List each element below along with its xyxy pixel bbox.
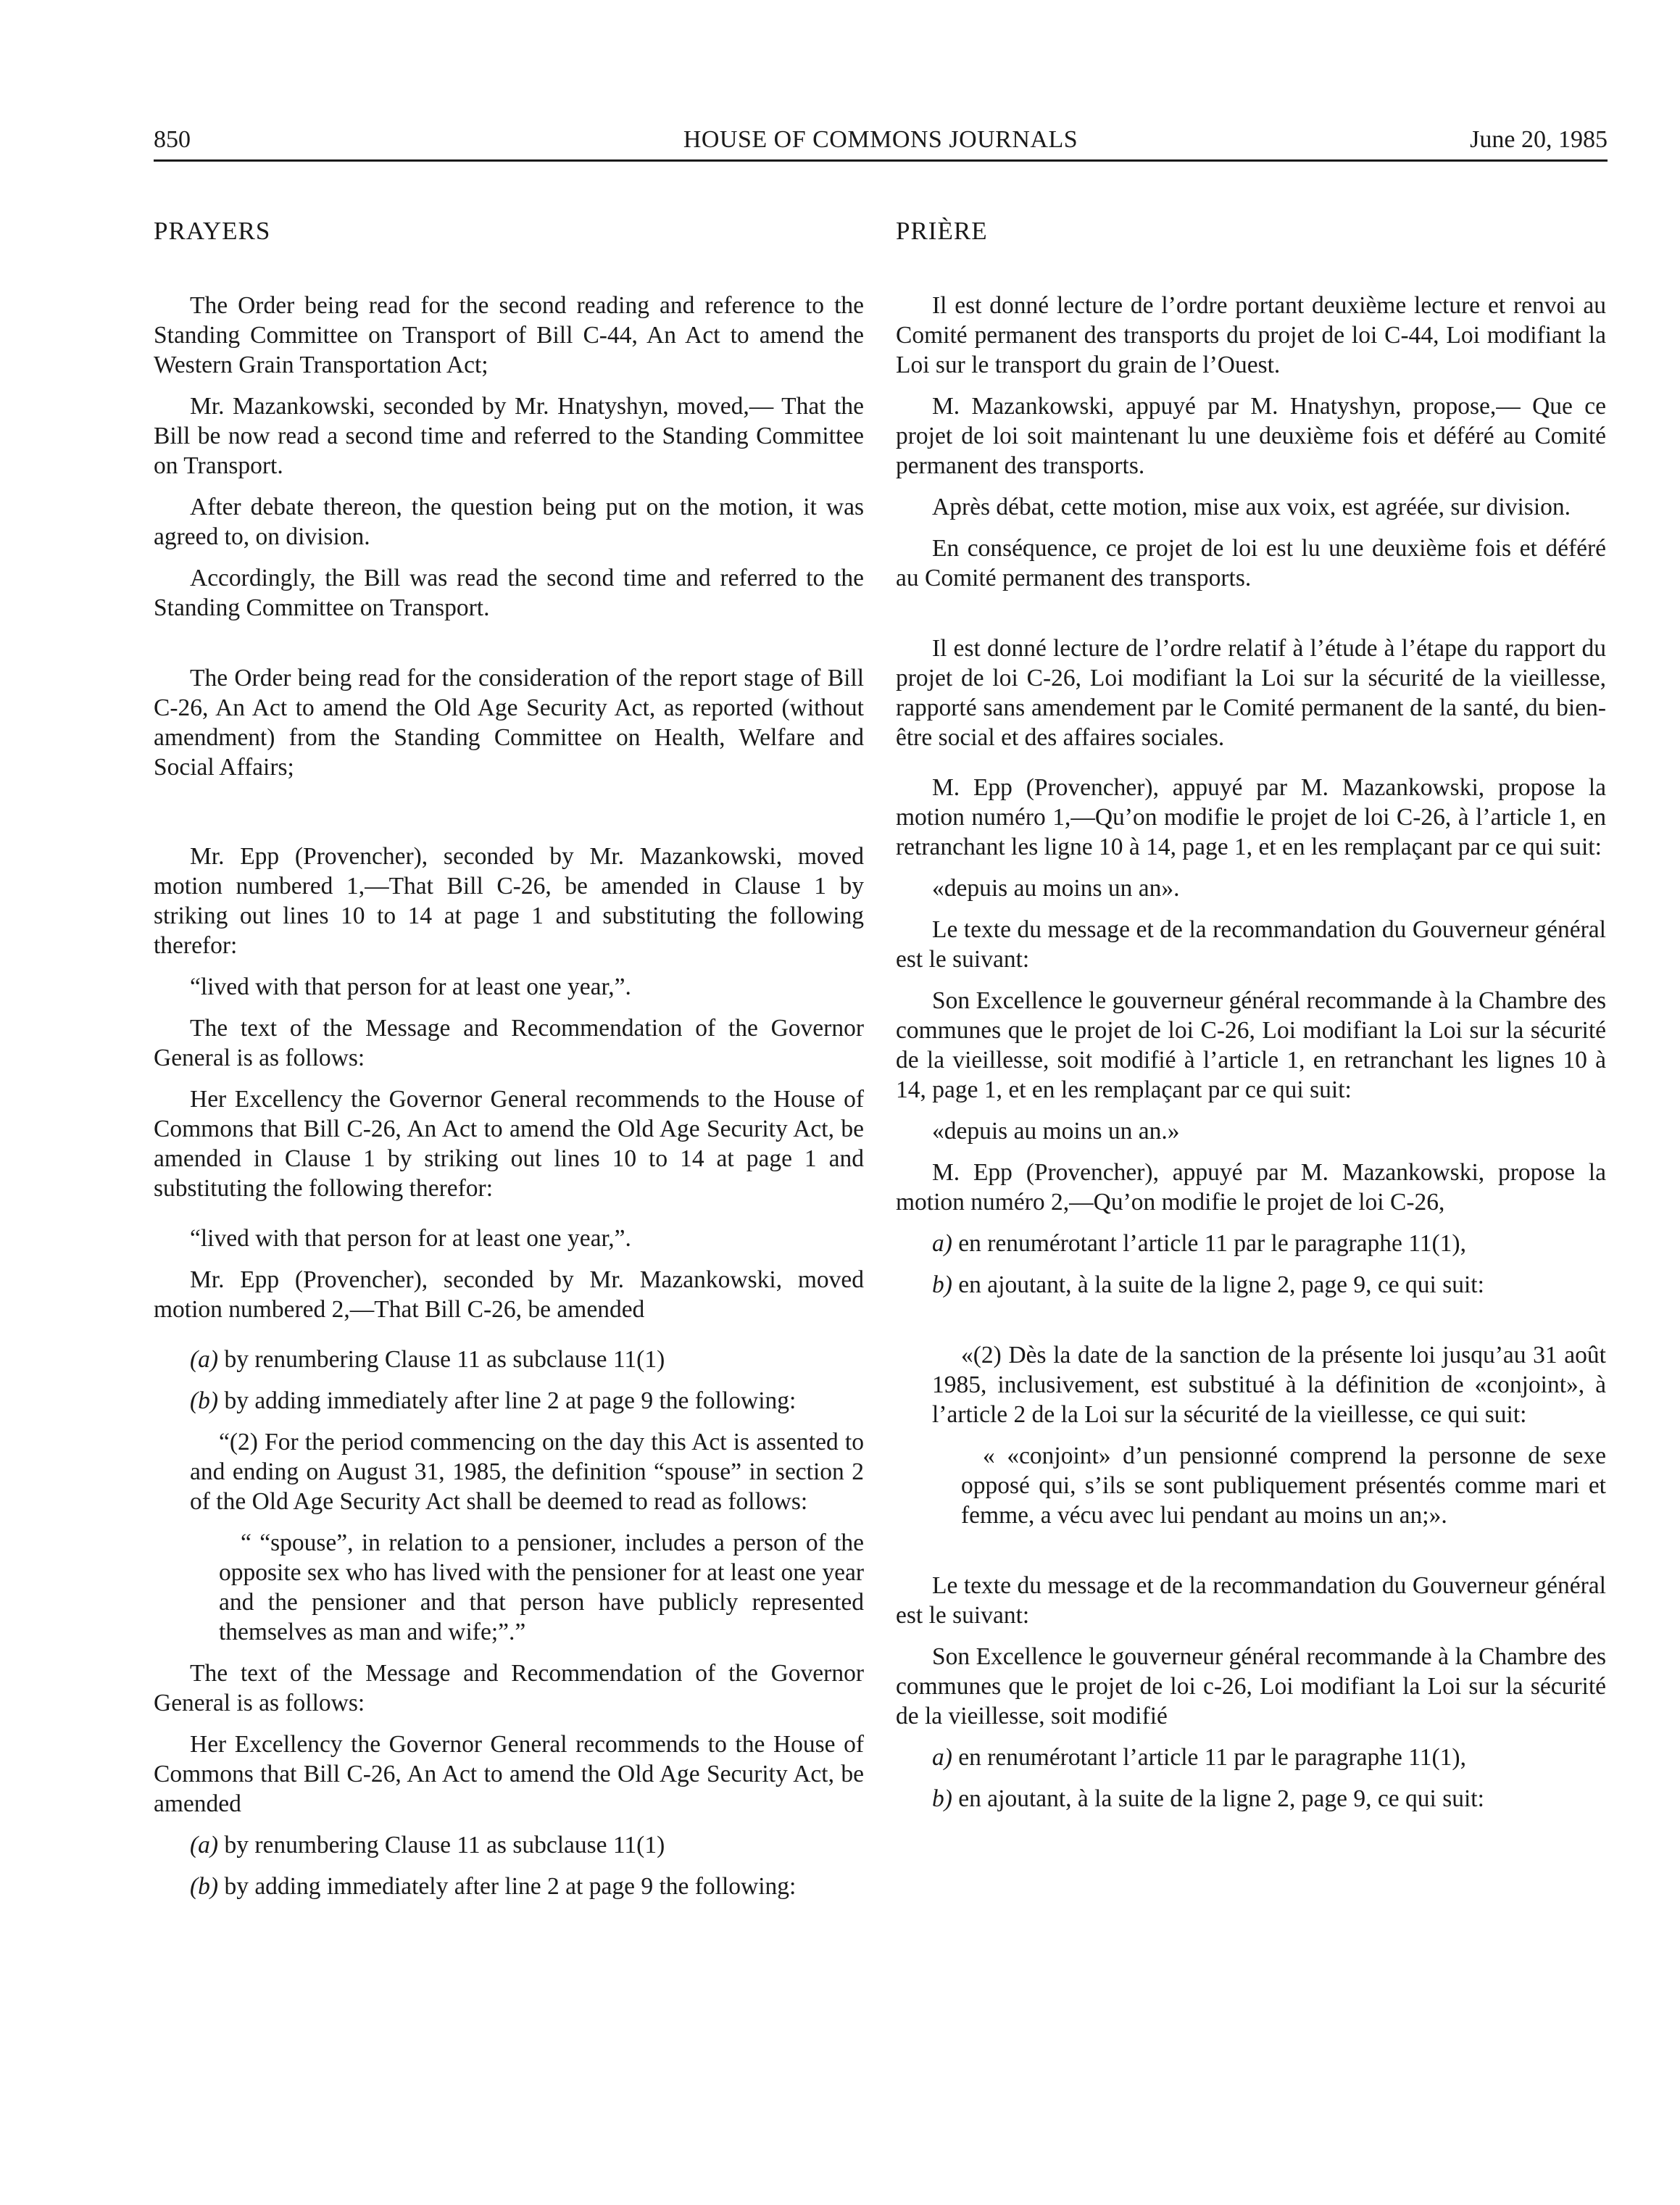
fr-paragraph: Il est donné lecture de l’ordre portant deuxième lecture et renvoi au Comité permanent des transports du projet de loi C-44, Loi modifiant la Loi sur le transport du grain de l’Ouest.	[896, 292, 1606, 378]
en-paragraph: Her Excellency the Governor General recommends to the House of Commons that Bill C-26, An Act to amend the Old Age Security Act, be amended in Clause 1 by striking out lines 10 to 14 at page 1 and substituting the following therefor:	[154, 1086, 864, 1202]
fr-list-text: en renumérotant l’article 11 par le paragraphe 11(1),	[952, 1230, 1466, 1257]
fr-amendment-text: «(2) Dès la date de la sanction de la présente loi jusqu’au 31 août 1985, inclusivement, est substitué à la définition de «conjoint», à l’article 2 de la Loi sur la sécurité de la vieillesse, ce qui suit:	[932, 1342, 1606, 1428]
en-list-item	[154, 1386, 864, 1416]
fr-paragraph: M. Epp (Provencher), appuyé par M. Mazankowski, propose la motion numéro 2,—Qu’on modifie le projet de loi C-26,	[896, 1159, 1606, 1216]
journal-date: June 20, 1985	[1470, 126, 1608, 153]
fr-list-label: a)	[932, 1230, 952, 1257]
fr-paragraph: Le texte du message et de la recommandation du Gouverneur général est le suivant:	[896, 1572, 1606, 1629]
fr-list-item	[896, 1784, 1606, 1814]
en-paragraph: Her Excellency the Governor General recommends to the House of Commons that Bill C-26, An Act to amend the Old Age Security Act, be amended	[154, 1731, 864, 1817]
en-list-label: (b)	[190, 1387, 219, 1414]
fr-list-item	[896, 1270, 1606, 1300]
en-list-item	[154, 1345, 864, 1374]
en-paragraph: The text of the Message and Recommendation of the Governor General is as follows:	[154, 1015, 864, 1071]
fr-paragraph: M. Epp (Provencher), appuyé par M. Mazankowski, propose la motion numéro 1,—Qu’on modifie le projet de loi C-26, à l’article 1, en retranchant les ligne 10 à 14, page 1, et en les remplaçant par ce qui suit:	[896, 774, 1606, 860]
en-paragraph: Mr. Epp (Provencher), seconded by Mr. Mazankowski, moved motion numbered 1,—That Bill C-26, be amended in Clause 1 by striking out lines 10 to 14 at page 1 and substituting the following therefor:	[154, 843, 864, 959]
fr-definition-text: « «conjoint» d’un pensionné comprend la personne de sexe opposé qui, s’ils se sont publiquement présentés comme mari et femme, a vécu avec lui pendant au moins un an;».	[961, 1442, 1606, 1529]
en-list-text: by adding immediately after line 2 at page 9 the following:	[218, 1873, 797, 1900]
page-number: 850	[154, 126, 191, 153]
fr-paragraph: M. Mazankowski, appuyé par M. Hnatyshyn, propose,— Que ce projet de loi soit maintenant lu une deuxième fois et déféré au Comité permanent des transports.	[896, 393, 1606, 479]
fr-paragraph: Après débat, cette motion, mise aux voix, est agréée, sur division.	[932, 494, 1571, 520]
fr-list-text: en ajoutant, à la suite de la ligne 2, page 9, ce qui suit:	[952, 1785, 1484, 1812]
en-list-label: (a)	[190, 1832, 219, 1859]
fr-paragraph: Le texte du message et de la recommandation du Gouverneur général est le suivant:	[896, 916, 1606, 973]
french-column	[896, 216, 1606, 1825]
fr-list-text: en renumérotant l’article 11 par le paragraphe 11(1),	[952, 1744, 1466, 1771]
fr-quote: «depuis au moins un an».	[932, 875, 1180, 902]
fr-list-label: b)	[932, 1785, 952, 1812]
fr-list-item	[896, 1229, 1606, 1258]
en-quote: “lived with that person for at least one year,”.	[190, 973, 631, 1000]
fr-quote: «depuis au moins un an.»	[932, 1118, 1180, 1145]
en-list-item	[154, 1872, 864, 1901]
en-amendment-text: “(2) For the period commencing on the day this Act is assented to and ending on August 31, 1985, the definition “spouse” in section 2 of the Old Age Security Act shall be deemed to read as follows:	[190, 1429, 864, 1515]
en-definition-text: “ “spouse”, in relation to a pensioner, includes a person of the opposite sex who has lived with the pensioner for at least one year and the pensioner and that person have publicly represented themselves as man and wife;”.”	[219, 1529, 864, 1645]
fr-paragraph: Son Excellence le gouverneur général recommande à la Chambre des communes que le projet de loi c-26, Loi modifiant la Loi sur la sécurité de la vieillesse, soit modifié	[896, 1643, 1606, 1729]
fr-paragraph: Son Excellence le gouverneur général recommande à la Chambre des communes que le projet de loi C-26, Loi modifiant la Loi sur la sécurité de la vieillesse, soit modifié à l’article 1, en retranchant les lignes 10 à 14, page 1, et en les remplaçant par ce qui suit:	[896, 987, 1606, 1103]
en-list-item	[154, 1830, 864, 1860]
english-column	[154, 216, 864, 1913]
en-list-text: by renumbering Clause 11 as subclause 11(1)	[218, 1832, 665, 1859]
fr-list-text: en ajoutant, à la suite de la ligne 2, page 9, ce qui suit:	[952, 1271, 1484, 1298]
en-list-label: (b)	[190, 1873, 219, 1900]
en-list-text: by renumbering Clause 11 as subclause 11(1)	[218, 1346, 665, 1373]
en-paragraph: Mr. Mazankowski, seconded by Mr. Hnatyshyn, moved,— That the Bill be now read a second time and referred to the Standing Committee on Transport.	[154, 393, 864, 479]
fr-paragraph: En conséquence, ce projet de loi est lu une deuxième fois et déféré au Comité permanent des transports.	[896, 535, 1606, 591]
en-list-label: (a)	[190, 1346, 219, 1373]
en-paragraph: After debate thereon, the question being put on the motion, it was agreed to, on division.	[154, 494, 864, 550]
fr-paragraph: Il est donné lecture de l’ordre relatif à l’étude à l’étape du rapport du projet de loi C-26, Loi modifiant la Loi sur la sécurité de la vieillesse, rapporté sans amendement par le Comité permanent de la santé, du bien-être social et des affaires sociales.	[896, 635, 1606, 751]
en-paragraph: The Order being read for the second reading and reference to the Standing Committee on Transport of Bill C-44, An Act to amend the Western Grain Transportation Act;	[154, 292, 864, 378]
fr-list-label: a)	[932, 1744, 952, 1771]
en-paragraph: Mr. Epp (Provencher), seconded by Mr. Mazankowski, moved motion numbered 2,—That Bill C-26, be amended	[154, 1266, 864, 1323]
en-paragraph: Accordingly, the Bill was read the second time and referred to the Standing Committee on Transport.	[154, 565, 864, 621]
english-heading: PRAYERS	[154, 217, 271, 245]
journal-title: HOUSE OF COMMONS JOURNALS	[683, 126, 1078, 153]
en-paragraph: The Order being read for the consideration of the report stage of Bill C-26, An Act to amend the Old Age Security Act, as reported (without amendment) from the Standing Committee on Health, Welfare and Social Affairs;	[154, 665, 864, 781]
page-header	[154, 120, 1608, 162]
en-quote: “lived with that person for at least one year,”.	[190, 1225, 631, 1252]
en-list-text: by adding immediately after line 2 at page 9 the following:	[218, 1387, 797, 1414]
fr-list-label: b)	[932, 1271, 952, 1298]
french-heading: PRIÈRE	[896, 217, 988, 245]
fr-list-item	[896, 1743, 1606, 1772]
en-paragraph: The text of the Message and Recommendation of the Governor General is as follows:	[154, 1660, 864, 1716]
